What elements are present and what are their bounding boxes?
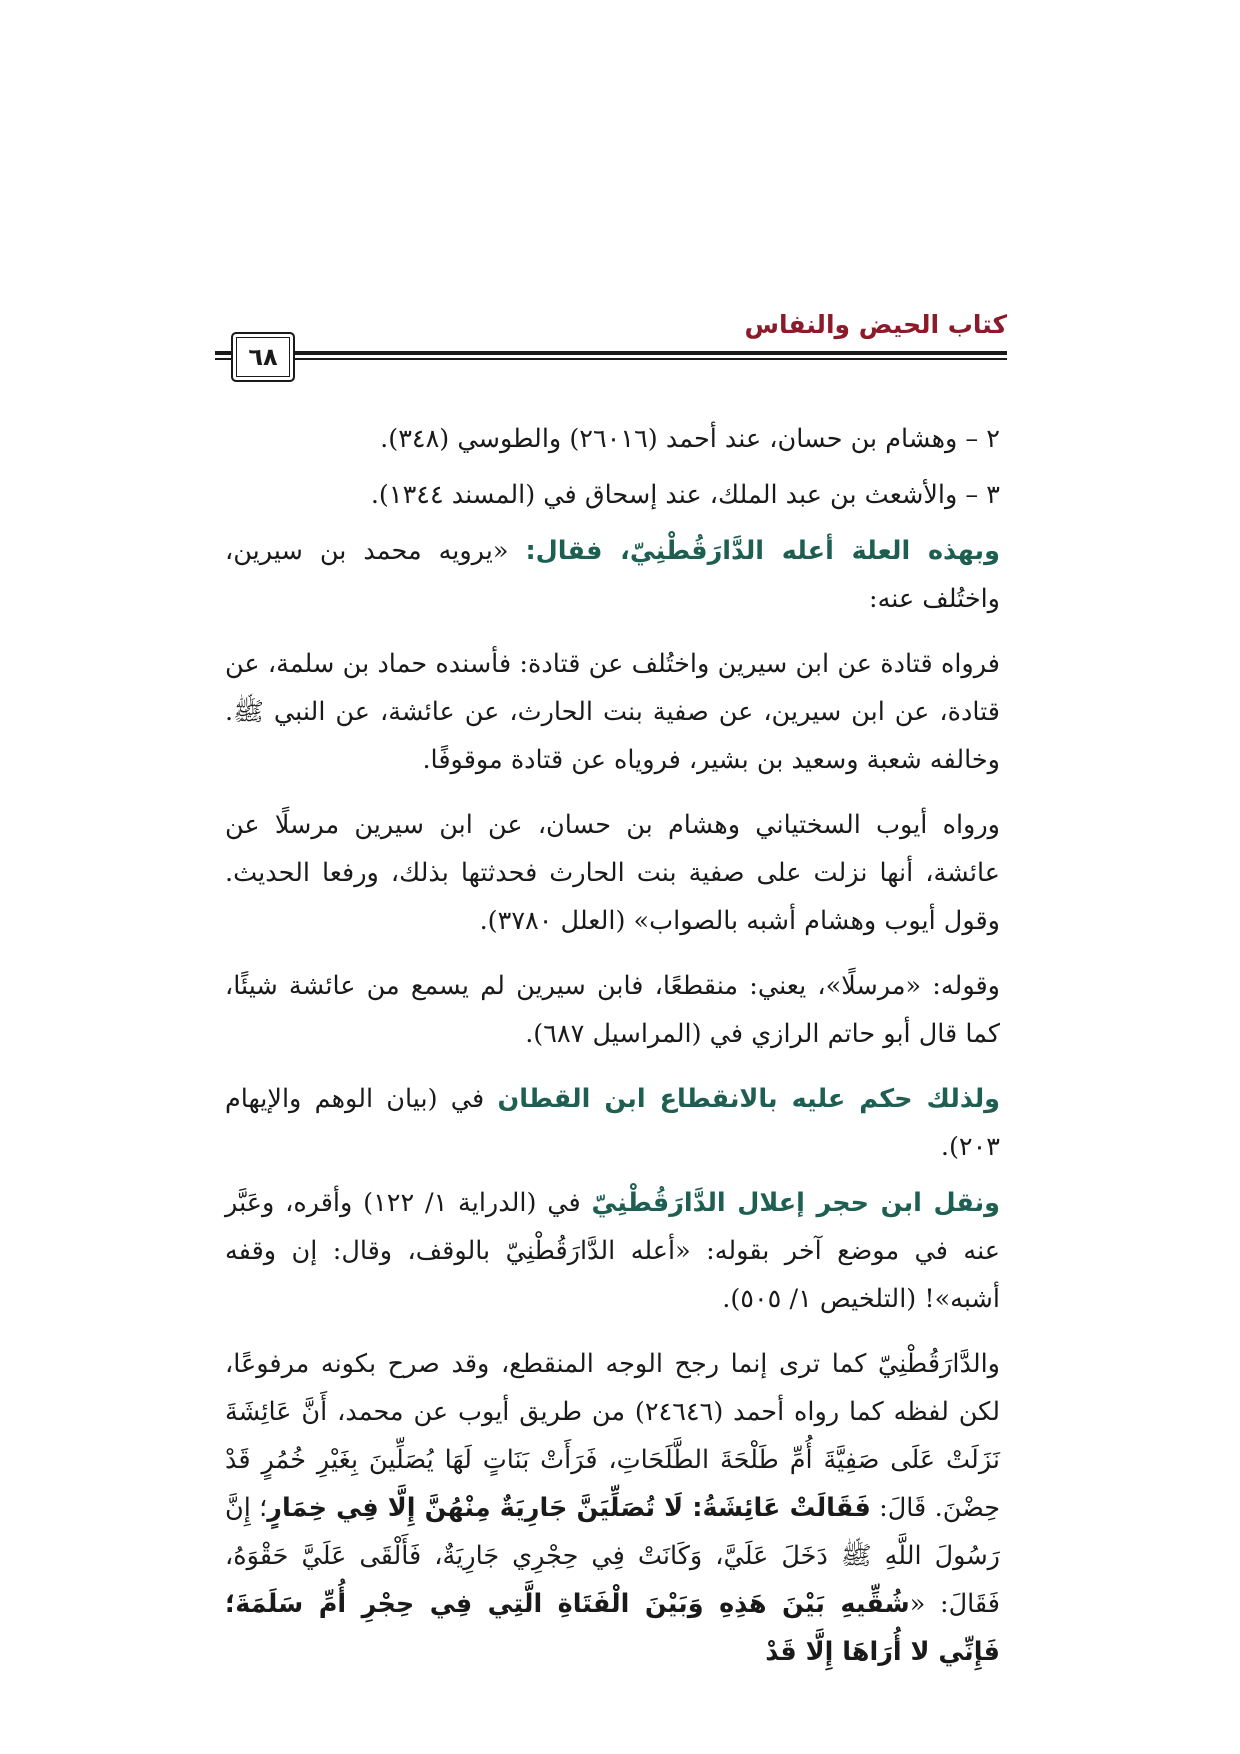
- paragraph: [225, 415, 1000, 463]
- header-rule-thin: [215, 358, 1007, 360]
- book-title: كتاب الحيض والنفاس: [744, 310, 1007, 339]
- paragraph: [225, 527, 1000, 623]
- paragraph: [225, 1340, 1000, 1676]
- bold-hadith-text: فَقَالَتْ عَائِشَةُ: لَا تُصَلِّيَنَّ جَارِيَةٌ مِنْهُنَّ إِلَّا فِي خِمَارٍ: [267, 1493, 871, 1523]
- paragraph: [225, 801, 1000, 945]
- paragraph-text: والدَّارَقُطْنِيّ كما ترى إنما رجح الوجه المنقطع، وقد صرح بكونه مرفوعًا، لكن لفظه كما رواه أحمد (٢٤٦٤٦) من طريق أيوب عن محمد، أَنَّ عَائِشَةَ نَزَلَتْ عَلَى صَفِيَّةَ أُمِّ طَلْحَةَ الطَّلَحَاتِ، فَرَأَتْ بَنَاتٍ لَهَا يُصَلِّينَ بِغَيْرِ خُمُرٍ قَدْ حِضْنَ. قَالَ:: [225, 1349, 1001, 1523]
- paragraph: [225, 1075, 1000, 1171]
- bold-hadith-text: شُقِّيهِ بَيْنَ هَذِهِ وَبَيْنَ الْفَتَاةِ الَّتِي فِي حِجْرِ أُمِّ سَلَمَةَ؛ فَإِنِّي لا أُرَاهَا إِلَّا قَدْ: [225, 1589, 1000, 1667]
- highlighted-phrase: ونقل ابن حجر إعلال الدَّارَقُطْنِيّ: [591, 1188, 1000, 1218]
- highlighted-phrase: ولذلك حكم عليه بالانقطاع ابن القطان: [497, 1084, 1000, 1114]
- page-header: [215, 300, 1007, 386]
- paragraph-text: في (بيان الوهم والإيهام ٢٠٣).: [225, 1084, 1000, 1162]
- paragraph-text: «يرويه محمد بن سيرين، واختُلف عنه:: [225, 536, 1000, 614]
- page-number: ٦٨: [231, 332, 295, 382]
- paragraph: [225, 640, 1000, 784]
- paragraph-text: ٣ – والأشعث بن عبد الملك، عند إسحاق في (المسند ١٣٤٤).: [370, 480, 1000, 510]
- header-rule-thick: [215, 351, 1007, 355]
- paragraph-text: في (الدراية ١/ ١٢٢) وأقره، وعَبَّر عنه في موضع آخر بقوله: «أعله الدَّارَقُطْنِيّ بالوقف، وقال: إن وقفه أشبه»! (التلخيص ١/ ٥٠٥).: [225, 1188, 1000, 1314]
- paragraph-text: ورواه أيوب السختياني وهشام بن حسان، عن ابن سيرين مرسلًا عن عائشة، أنها نزلت على صفية بنت الحارث فحدثتها بذلك، ورفعا الحديث. وقول أيوب وهشام أشبه بالصواب» (العلل ٣٧٨٠).: [225, 810, 1000, 936]
- highlighted-phrase: وبهذه العلة أعله الدَّارَقُطْنِيّ، فقال:: [525, 536, 1000, 566]
- paragraph: [225, 471, 1000, 519]
- page-body: [225, 415, 1000, 1693]
- paragraph: [225, 1179, 1000, 1323]
- paragraph-text: وقوله: «مرسلًا»، يعني: منقطعًا، فابن سيرين لم يسمع من عائشة شيئًا، كما قال أبو حاتم الرازي في (المراسيل ٦٨٧).: [225, 971, 1000, 1049]
- paragraph-text: ؛ إِنَّ رَسُولَ اللَّهِ ﷺ دَخَلَ عَلَيَّ، وَكَانَتْ فِي حِجْرِي جَارِيَةٌ، فَأَلْقَى عَلَيَّ حَقْوَهُ، فَقَالَ: «: [225, 1493, 1000, 1619]
- paragraph-text: فرواه قتادة عن ابن سيرين واختُلف عن قتادة: فأسنده حماد بن سلمة، عن قتادة، عن ابن سيرين، عن صفية بنت الحارث، عن عائشة، عن النبي ﷺ. وخالفه شعبة وسعيد بن بشير، فروياه عن قتادة موقوفًا.: [225, 649, 1000, 775]
- paragraph-text: ٢ – وهشام بن حسان، عند أحمد (٢٦٠١٦) والطوسي (٣٤٨).: [380, 424, 1000, 454]
- paragraph: [225, 962, 1000, 1058]
